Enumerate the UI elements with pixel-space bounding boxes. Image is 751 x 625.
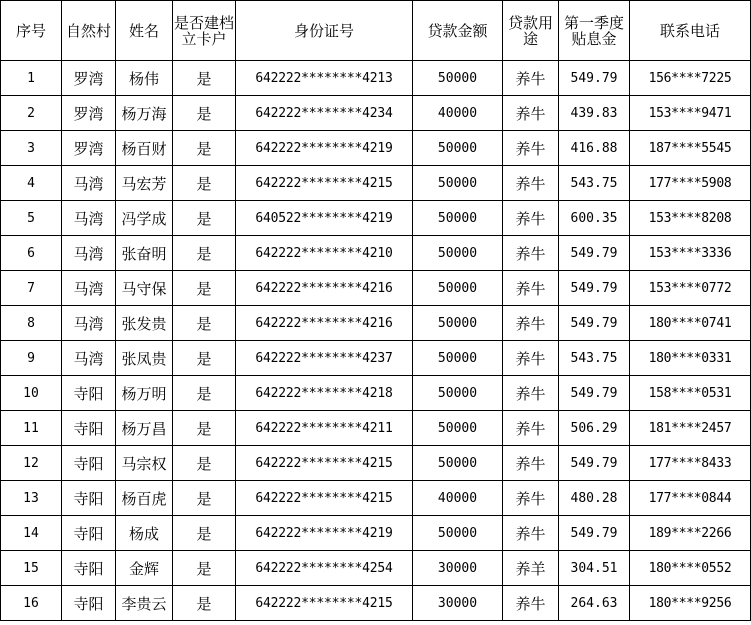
cell-name: 杨万明: [116, 376, 173, 411]
cell-id-number: 640522********4219: [236, 201, 413, 236]
cell-phone: 177****5908: [630, 166, 751, 201]
cell-loan-purpose: 养牛: [503, 516, 559, 551]
cell-phone: 177****0844: [630, 481, 751, 516]
cell-registered: 是: [173, 411, 236, 446]
cell-loan-purpose: 养牛: [503, 201, 559, 236]
cell-name: 张奋明: [116, 236, 173, 271]
table-row: [1, 166, 751, 201]
cell-q1-interest: 549.79: [559, 376, 630, 411]
cell-loan-amount: 50000: [413, 131, 503, 166]
cell-village: 寺阳: [62, 376, 116, 411]
cell-loan-purpose: 养牛: [503, 166, 559, 201]
table-row: [1, 271, 751, 306]
cell-name: 杨百财: [116, 131, 173, 166]
cell-registered: 是: [173, 586, 236, 621]
cell-loan-purpose: 养牛: [503, 586, 559, 621]
cell-index: 7: [1, 271, 62, 306]
cell-name: 马宏芳: [116, 166, 173, 201]
cell-name: 杨百虎: [116, 481, 173, 516]
cell-id-number: 642222********4215: [236, 446, 413, 481]
cell-name: 金辉: [116, 551, 173, 586]
cell-id-number: 642222********4254: [236, 551, 413, 586]
header-registered: 是否建档立卡户: [173, 1, 236, 61]
cell-loan-amount: 30000: [413, 551, 503, 586]
cell-loan-amount: 50000: [413, 201, 503, 236]
cell-index: 16: [1, 586, 62, 621]
cell-loan-amount: 50000: [413, 376, 503, 411]
cell-index: 12: [1, 446, 62, 481]
cell-phone: 177****8433: [630, 446, 751, 481]
cell-loan-purpose: 养牛: [503, 131, 559, 166]
cell-village: 寺阳: [62, 481, 116, 516]
cell-registered: 是: [173, 341, 236, 376]
cell-phone: 189****2266: [630, 516, 751, 551]
cell-id-number: 642222********4216: [236, 306, 413, 341]
cell-id-number: 642222********4215: [236, 166, 413, 201]
cell-registered: 是: [173, 236, 236, 271]
cell-index: 6: [1, 236, 62, 271]
cell-q1-interest: 549.79: [559, 306, 630, 341]
cell-loan-amount: 50000: [413, 61, 503, 96]
cell-loan-purpose: 养牛: [503, 341, 559, 376]
cell-id-number: 642222********4210: [236, 236, 413, 271]
cell-q1-interest: 549.79: [559, 516, 630, 551]
cell-village: 马湾: [62, 166, 116, 201]
table-row: [1, 306, 751, 341]
cell-registered: 是: [173, 516, 236, 551]
cell-phone: 153****8208: [630, 201, 751, 236]
cell-name: 杨万昌: [116, 411, 173, 446]
cell-index: 4: [1, 166, 62, 201]
cell-phone: 153****0772: [630, 271, 751, 306]
cell-name: 杨万海: [116, 96, 173, 131]
cell-village: 寺阳: [62, 516, 116, 551]
cell-q1-interest: 506.29: [559, 411, 630, 446]
cell-loan-amount: 50000: [413, 271, 503, 306]
cell-loan-amount: 50000: [413, 341, 503, 376]
cell-index: 15: [1, 551, 62, 586]
cell-q1-interest: 264.63: [559, 586, 630, 621]
cell-registered: 是: [173, 201, 236, 236]
cell-name: 冯学成: [116, 201, 173, 236]
cell-phone: 187****5545: [630, 131, 751, 166]
table-row: [1, 96, 751, 131]
cell-loan-amount: 30000: [413, 586, 503, 621]
cell-q1-interest: 549.79: [559, 236, 630, 271]
header-q1-interest: 第一季度贴息金: [559, 1, 630, 61]
cell-id-number: 642222********4234: [236, 96, 413, 131]
cell-id-number: 642222********4213: [236, 61, 413, 96]
cell-q1-interest: 416.88: [559, 131, 630, 166]
cell-phone: 180****0741: [630, 306, 751, 341]
cell-id-number: 642222********4237: [236, 341, 413, 376]
table-row: [1, 131, 751, 166]
cell-q1-interest: 549.79: [559, 271, 630, 306]
cell-id-number: 642222********4216: [236, 271, 413, 306]
table-row: [1, 411, 751, 446]
cell-name: 马守保: [116, 271, 173, 306]
cell-registered: 是: [173, 131, 236, 166]
cell-id-number: 642222********4219: [236, 516, 413, 551]
cell-registered: 是: [173, 376, 236, 411]
cell-village: 寺阳: [62, 586, 116, 621]
cell-name: 李贵云: [116, 586, 173, 621]
cell-q1-interest: 600.35: [559, 201, 630, 236]
cell-q1-interest: 549.79: [559, 61, 630, 96]
cell-q1-interest: 439.83: [559, 96, 630, 131]
cell-name: 杨成: [116, 516, 173, 551]
cell-name: 张发贵: [116, 306, 173, 341]
cell-registered: 是: [173, 481, 236, 516]
cell-id-number: 642222********4218: [236, 376, 413, 411]
cell-q1-interest: 480.28: [559, 481, 630, 516]
cell-loan-amount: 50000: [413, 166, 503, 201]
cell-village: 罗湾: [62, 131, 116, 166]
cell-loan-purpose: 养牛: [503, 446, 559, 481]
cell-loan-amount: 50000: [413, 516, 503, 551]
cell-village: 马湾: [62, 201, 116, 236]
cell-loan-purpose: 养羊: [503, 551, 559, 586]
cell-loan-purpose: 养牛: [503, 376, 559, 411]
cell-registered: 是: [173, 446, 236, 481]
cell-loan-purpose: 养牛: [503, 271, 559, 306]
cell-loan-purpose: 养牛: [503, 236, 559, 271]
cell-id-number: 642222********4215: [236, 481, 413, 516]
cell-phone: 158****0531: [630, 376, 751, 411]
table-row: [1, 551, 751, 586]
cell-phone: 181****2457: [630, 411, 751, 446]
cell-q1-interest: 304.51: [559, 551, 630, 586]
cell-registered: 是: [173, 551, 236, 586]
table-row: [1, 516, 751, 551]
cell-id-number: 642222********4211: [236, 411, 413, 446]
cell-loan-amount: 40000: [413, 96, 503, 131]
cell-registered: 是: [173, 96, 236, 131]
cell-phone: 180****0552: [630, 551, 751, 586]
cell-village: 罗湾: [62, 96, 116, 131]
cell-loan-purpose: 养牛: [503, 411, 559, 446]
cell-name: 杨伟: [116, 61, 173, 96]
cell-name: 张凤贵: [116, 341, 173, 376]
table-row: [1, 236, 751, 271]
cell-village: 马湾: [62, 236, 116, 271]
cell-q1-interest: 549.79: [559, 446, 630, 481]
cell-id-number: 642222********4215: [236, 586, 413, 621]
cell-loan-amount: 50000: [413, 411, 503, 446]
cell-index: 9: [1, 341, 62, 376]
cell-loan-amount: 50000: [413, 236, 503, 271]
cell-name: 马宗权: [116, 446, 173, 481]
cell-loan-amount: 40000: [413, 481, 503, 516]
cell-index: 8: [1, 306, 62, 341]
header-loan-amount: 贷款金额: [413, 1, 503, 61]
table-row: [1, 341, 751, 376]
cell-registered: 是: [173, 166, 236, 201]
cell-q1-interest: 543.75: [559, 166, 630, 201]
table-row: [1, 586, 751, 621]
cell-loan-amount: 50000: [413, 306, 503, 341]
cell-village: 马湾: [62, 271, 116, 306]
cell-village: 寺阳: [62, 411, 116, 446]
header-index: 序号: [1, 1, 62, 61]
header-village: 自然村: [62, 1, 116, 61]
cell-index: 14: [1, 516, 62, 551]
cell-index: 11: [1, 411, 62, 446]
cell-q1-interest: 543.75: [559, 341, 630, 376]
table-row: [1, 446, 751, 481]
cell-index: 5: [1, 201, 62, 236]
cell-phone: 180****0331: [630, 341, 751, 376]
table-row: [1, 481, 751, 516]
cell-phone: 180****9256: [630, 586, 751, 621]
cell-loan-purpose: 养牛: [503, 61, 559, 96]
header-row: [1, 1, 751, 61]
cell-village: 罗湾: [62, 61, 116, 96]
cell-registered: 是: [173, 306, 236, 341]
cell-index: 3: [1, 131, 62, 166]
cell-phone: 156****7225: [630, 61, 751, 96]
header-phone: 联系电话: [630, 1, 751, 61]
cell-index: 2: [1, 96, 62, 131]
table-row: [1, 201, 751, 236]
table-row: [1, 61, 751, 96]
cell-phone: 153****9471: [630, 96, 751, 131]
cell-loan-purpose: 养牛: [503, 481, 559, 516]
cell-village: 马湾: [62, 341, 116, 376]
cell-index: 13: [1, 481, 62, 516]
header-loan-purpose: 贷款用途: [503, 1, 559, 61]
cell-loan-amount: 50000: [413, 446, 503, 481]
cell-phone: 153****3336: [630, 236, 751, 271]
cell-village: 寺阳: [62, 551, 116, 586]
cell-index: 1: [1, 61, 62, 96]
cell-registered: 是: [173, 61, 236, 96]
cell-loan-purpose: 养牛: [503, 306, 559, 341]
cell-loan-purpose: 养牛: [503, 96, 559, 131]
cell-id-number: 642222********4219: [236, 131, 413, 166]
header-id-number: 身份证号: [236, 1, 413, 61]
header-name: 姓名: [116, 1, 173, 61]
table-row: [1, 376, 751, 411]
cell-village: 寺阳: [62, 446, 116, 481]
cell-registered: 是: [173, 271, 236, 306]
cell-village: 马湾: [62, 306, 116, 341]
cell-index: 10: [1, 376, 62, 411]
